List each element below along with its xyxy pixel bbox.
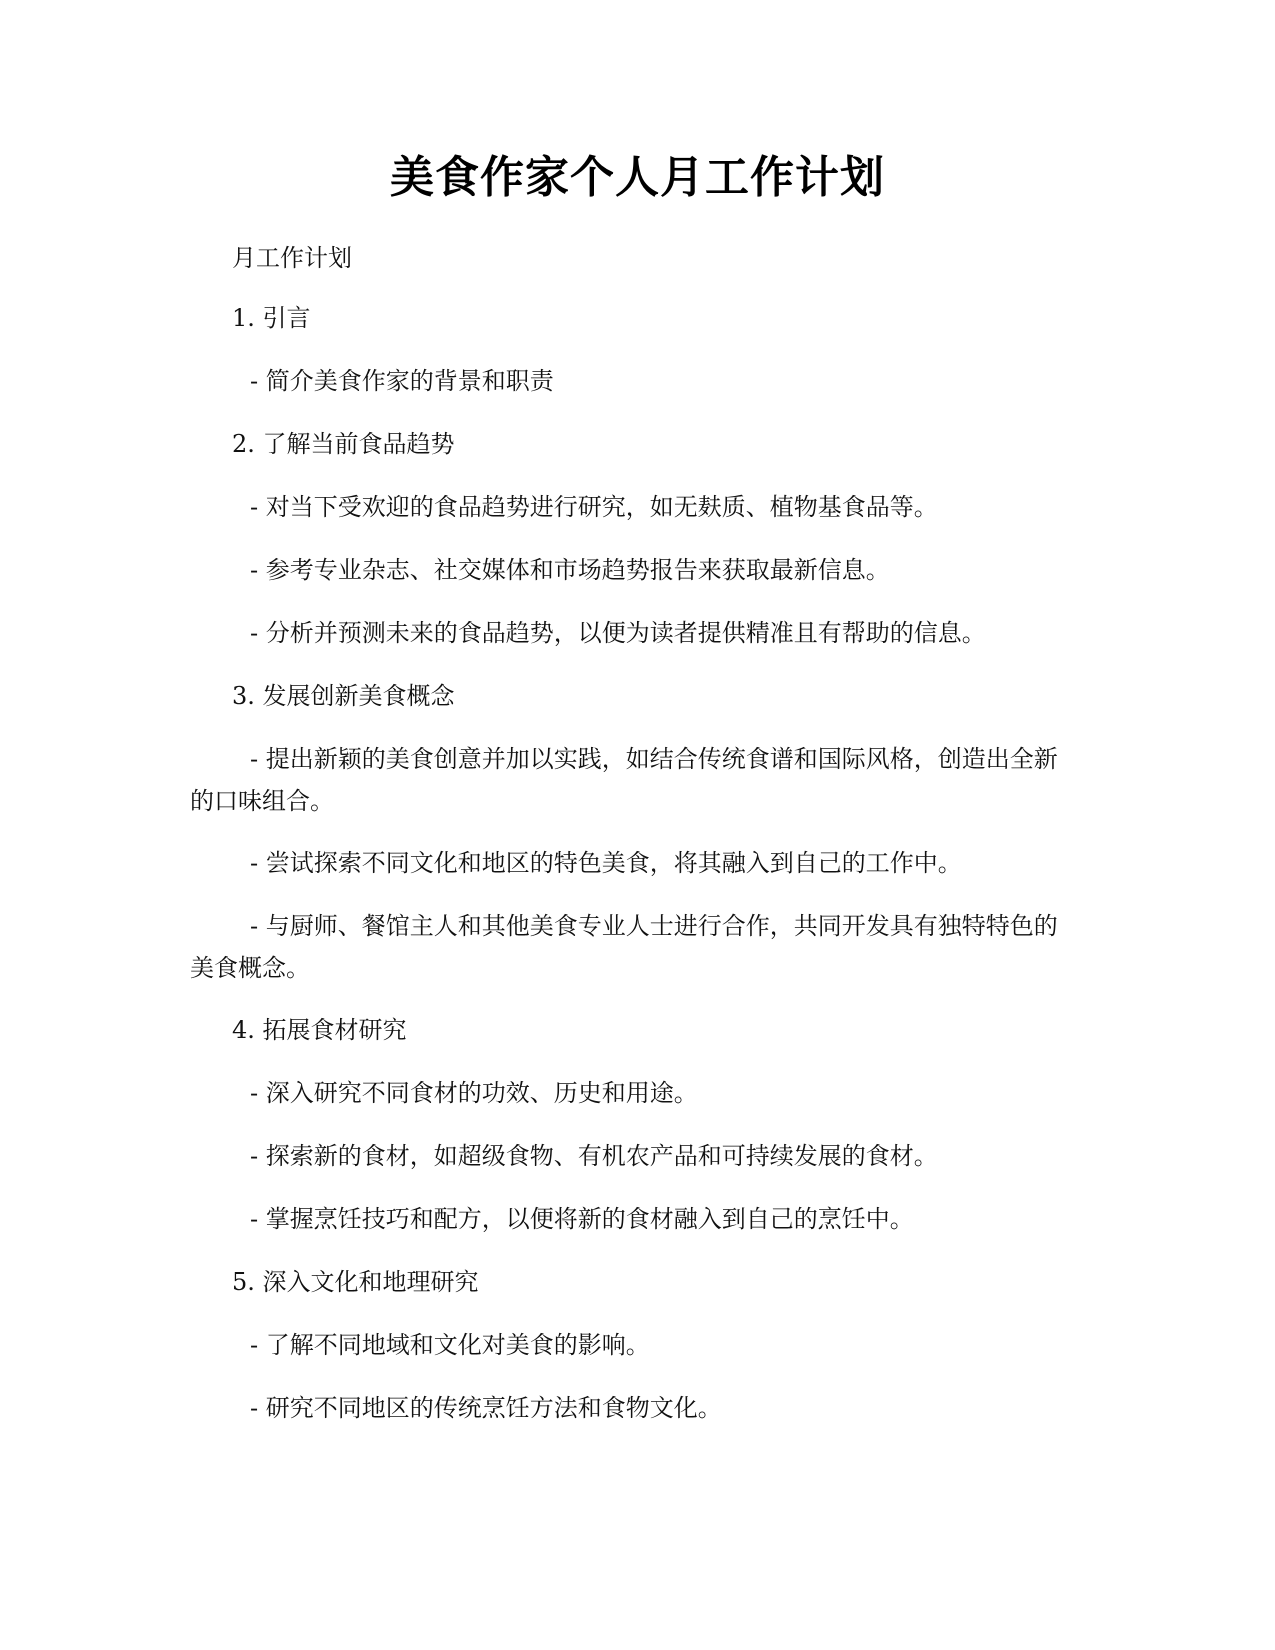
page-title: 美食作家个人月工作计划 <box>390 152 885 203</box>
section-item: - 与厨师、餐馆主人和其他美食专业人士进行合作，共同开发具有独特特色的美食概念。 <box>190 912 1058 982</box>
section-item: - 简介美食作家的背景和职责 <box>250 367 554 395</box>
document-subtitle: 月工作计划 <box>232 244 352 272</box>
section-item: - 深入研究不同食材的功效、历史和用途。 <box>250 1079 698 1107</box>
section-item: - 了解不同地域和文化对美食的影响。 <box>250 1331 650 1359</box>
section-item: - 对当下受欢迎的食品趋势进行研究，如无麸质、植物基食品等。 <box>250 493 938 521</box>
section-heading: 1. 引言 <box>232 304 311 332</box>
section-item: - 参考专业杂志、社交媒体和市场趋势报告来获取最新信息。 <box>250 556 890 584</box>
section-heading: 3. 发展创新美食概念 <box>232 682 455 710</box>
section-heading: 4. 拓展食材研究 <box>232 1016 407 1044</box>
section-item: - 分析并预测未来的食品趋势，以便为读者提供精准且有帮助的信息。 <box>250 619 986 647</box>
section-item: - 掌握烹饪技巧和配方，以便将新的食材融入到自己的烹饪中。 <box>250 1205 914 1233</box>
section-item: - 探索新的食材，如超级食物、有机农产品和可持续发展的食材。 <box>250 1142 938 1170</box>
section-item: - 提出新颖的美食创意并加以实践，如结合传统食谱和国际风格，创造出全新的口味组合。 <box>190 745 1058 815</box>
section-item: - 研究不同地区的传统烹饪方法和食物文化。 <box>250 1394 722 1422</box>
section-heading: 2. 了解当前食品趋势 <box>232 430 455 458</box>
section-heading: 5. 深入文化和地理研究 <box>232 1268 479 1296</box>
section-item: - 尝试探索不同文化和地区的特色美食，将其融入到自己的工作中。 <box>250 849 962 877</box>
